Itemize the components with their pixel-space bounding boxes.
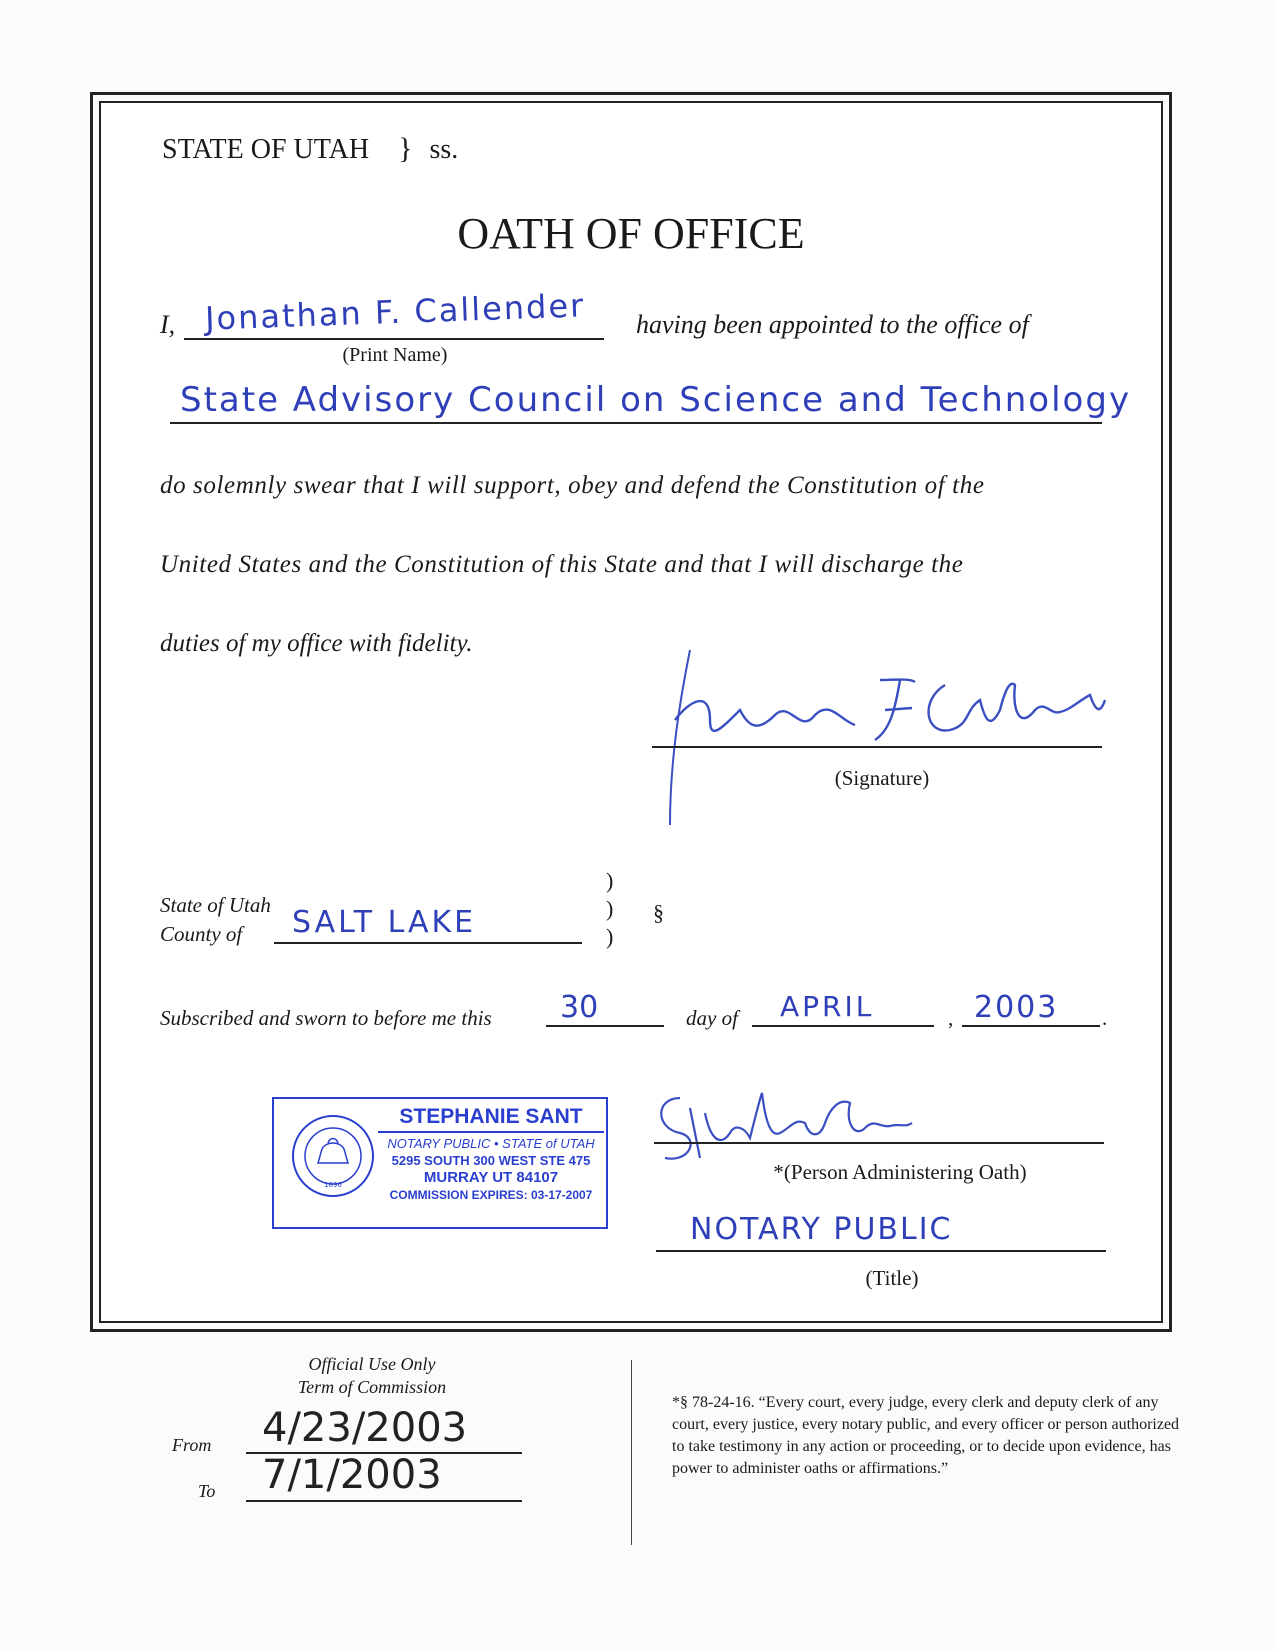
month-line bbox=[752, 1025, 934, 1027]
title-line bbox=[656, 1250, 1106, 1252]
notary-stamp bbox=[272, 1097, 608, 1229]
day-line bbox=[546, 1025, 664, 1027]
year-handwritten: 2003 bbox=[974, 990, 1059, 1025]
oath-line-1: do solemnly swear that I will support, obey and defend the Constitution of the bbox=[160, 472, 985, 499]
to-line bbox=[246, 1500, 522, 1502]
state-line: STATE OF UTAH bbox=[162, 134, 370, 165]
stamp-line-5: COMMISSION EXPIRES: 03-17-2007 bbox=[389, 1188, 593, 1202]
page-title: OATH OF OFFICE bbox=[457, 209, 805, 258]
seal-year: 1896 bbox=[324, 1181, 342, 1189]
stamp-line-3: 5295 SOUTH 300 WEST STE 475 bbox=[391, 1153, 591, 1168]
from-label: From bbox=[172, 1435, 212, 1455]
comma: , bbox=[948, 1006, 954, 1030]
name-caption: (Print Name) bbox=[342, 344, 448, 366]
signature-line bbox=[652, 746, 1102, 748]
stamp-name: STEPHANIE SANT bbox=[378, 1105, 604, 1133]
year-line bbox=[962, 1025, 1100, 1027]
signature-handwritten bbox=[650, 640, 1110, 830]
day-handwritten: 30 bbox=[560, 990, 599, 1025]
county-label: County of bbox=[160, 922, 243, 946]
administrator-caption: *(Person Administering Oath) bbox=[773, 1160, 1027, 1184]
period: . bbox=[1102, 1006, 1108, 1030]
i-prefix: I, bbox=[160, 310, 176, 339]
title-caption: (Title) bbox=[865, 1266, 919, 1290]
county-handwritten: SALT LAKE bbox=[292, 905, 477, 940]
statute-note: *§ 78-24-16. “Every court, every judge, every clerk and deputy clerk of any court, every justice, every notary public, and every officer or person authorized to take testimony in any action or proceeding, or to decide upon evidence, has power to administer oaths or affirmations.” bbox=[672, 1394, 1180, 1477]
paren-3: ) bbox=[606, 924, 614, 949]
appointment-suffix: having been appointed to the office of bbox=[636, 310, 1029, 339]
signature-caption: (Signature) bbox=[834, 766, 930, 790]
oath-line-2: United States and the Constitution of this State and that I will discharge the bbox=[160, 551, 964, 578]
subscribed-prefix: Subscribed and sworn to before me this bbox=[160, 1006, 492, 1030]
section-symbol: § bbox=[653, 900, 664, 925]
office-handwritten: State Advisory Council on Science and Technology bbox=[180, 380, 1132, 420]
day-of-label: day of bbox=[686, 1006, 738, 1030]
stamp-line-4: MURRAY UT 84107 bbox=[423, 1169, 559, 1186]
footer-divider bbox=[631, 1360, 632, 1545]
official-heading-2: Term of Commission bbox=[297, 1377, 447, 1397]
county-line bbox=[274, 942, 582, 944]
office-line bbox=[170, 422, 1102, 424]
to-label: To bbox=[198, 1481, 216, 1501]
state-seal-icon bbox=[290, 1113, 376, 1199]
stamp-line-2: NOTARY PUBLIC • STATE of UTAH bbox=[387, 1136, 595, 1151]
stamp-text-block bbox=[378, 1105, 604, 1202]
official-heading-1: Official Use Only bbox=[308, 1354, 436, 1374]
state-header bbox=[162, 132, 458, 166]
title-handwritten: NOTARY PUBLIC bbox=[690, 1212, 953, 1247]
paren-1: ) bbox=[606, 868, 614, 893]
month-handwritten: APRIL bbox=[780, 990, 875, 1023]
ss-label: ss. bbox=[429, 134, 459, 165]
administrator-line bbox=[654, 1142, 1104, 1144]
from-value: 4/23/2003 bbox=[262, 1405, 468, 1451]
to-value: 7/1/2003 bbox=[262, 1452, 442, 1498]
name-handwritten: Jonathan F. Callender bbox=[204, 286, 586, 338]
paren-2: ) bbox=[606, 896, 614, 921]
brace: } bbox=[398, 132, 413, 165]
name-line bbox=[184, 338, 604, 340]
oath-line-3: duties of my office with fidelity. bbox=[160, 630, 473, 657]
state-of-utah-label: State of Utah bbox=[160, 893, 271, 917]
